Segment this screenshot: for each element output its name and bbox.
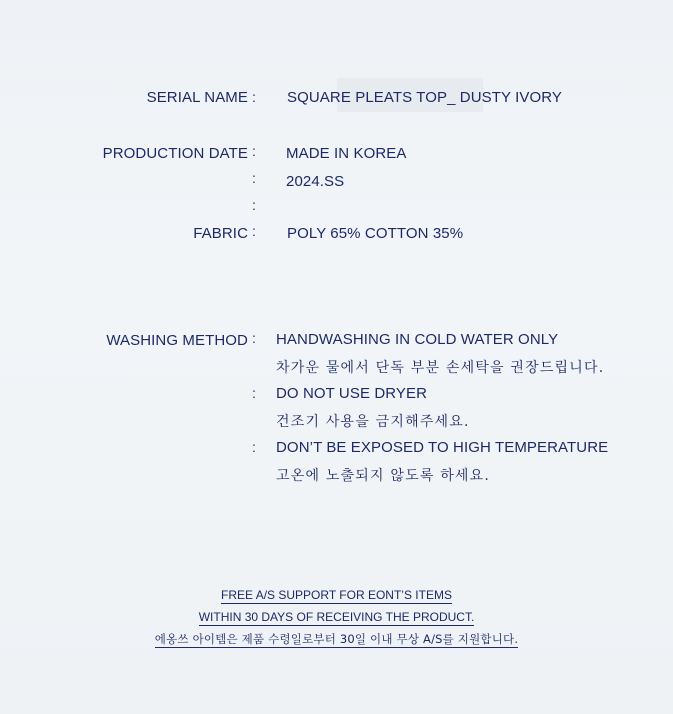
washing-item-3-en: DON’T BE EXPOSED TO HIGH TEMPERATURE <box>276 439 609 456</box>
colon: : <box>252 170 256 186</box>
washing-item-2-ko: 건조기 사용을 금지해주세요. <box>276 414 470 430</box>
washing-item-3-ko: 고온에 노출되지 않도록 하세요. <box>276 468 491 484</box>
colon: : <box>252 197 256 213</box>
washing-method-label: WASHING METHOD <box>106 332 248 349</box>
footer-line-3-text: 에옹쓰 아이템은 제품 수령일로부터 30일 이내 무상 A/S를 지원합니다. <box>154 632 519 646</box>
footer-line-1 <box>0 588 673 602</box>
colon: : <box>252 385 256 401</box>
washing-item-1-ko: 차가운 물에서 단독 부분 손세탁을 권장드립니다. <box>276 360 605 376</box>
colon: : <box>252 223 256 239</box>
season-value: 2024.SS <box>286 173 345 190</box>
serial-name-label: SERIAL NAME <box>146 89 248 106</box>
colon: : <box>252 89 256 105</box>
washing-item-2-en: DO NOT USE DRYER <box>276 385 428 402</box>
serial-name-value: SQUARE PLEATS TOP_ DUSTY IVORY <box>287 89 563 106</box>
washing-item-1-en: HANDWASHING IN COLD WATER ONLY <box>276 331 559 348</box>
footer-line-2 <box>0 610 673 624</box>
footer-line-3 <box>0 631 673 647</box>
production-date-label: PRODUCTION DATE <box>102 145 248 162</box>
colon: : <box>252 439 256 455</box>
colon: : <box>252 330 256 346</box>
fabric-value: POLY 65% COTTON 35% <box>287 225 464 242</box>
colon: : <box>252 143 256 159</box>
origin-value: MADE IN KOREA <box>286 145 407 162</box>
footer-line-2-text: WITHIN 30 DAYS OF RECEIVING THE PRODUCT. <box>198 610 475 624</box>
footer-line-1-text: FREE A/S SUPPORT FOR EONT’S ITEMS <box>221 588 452 602</box>
fabric-label: FABRIC <box>193 225 248 242</box>
